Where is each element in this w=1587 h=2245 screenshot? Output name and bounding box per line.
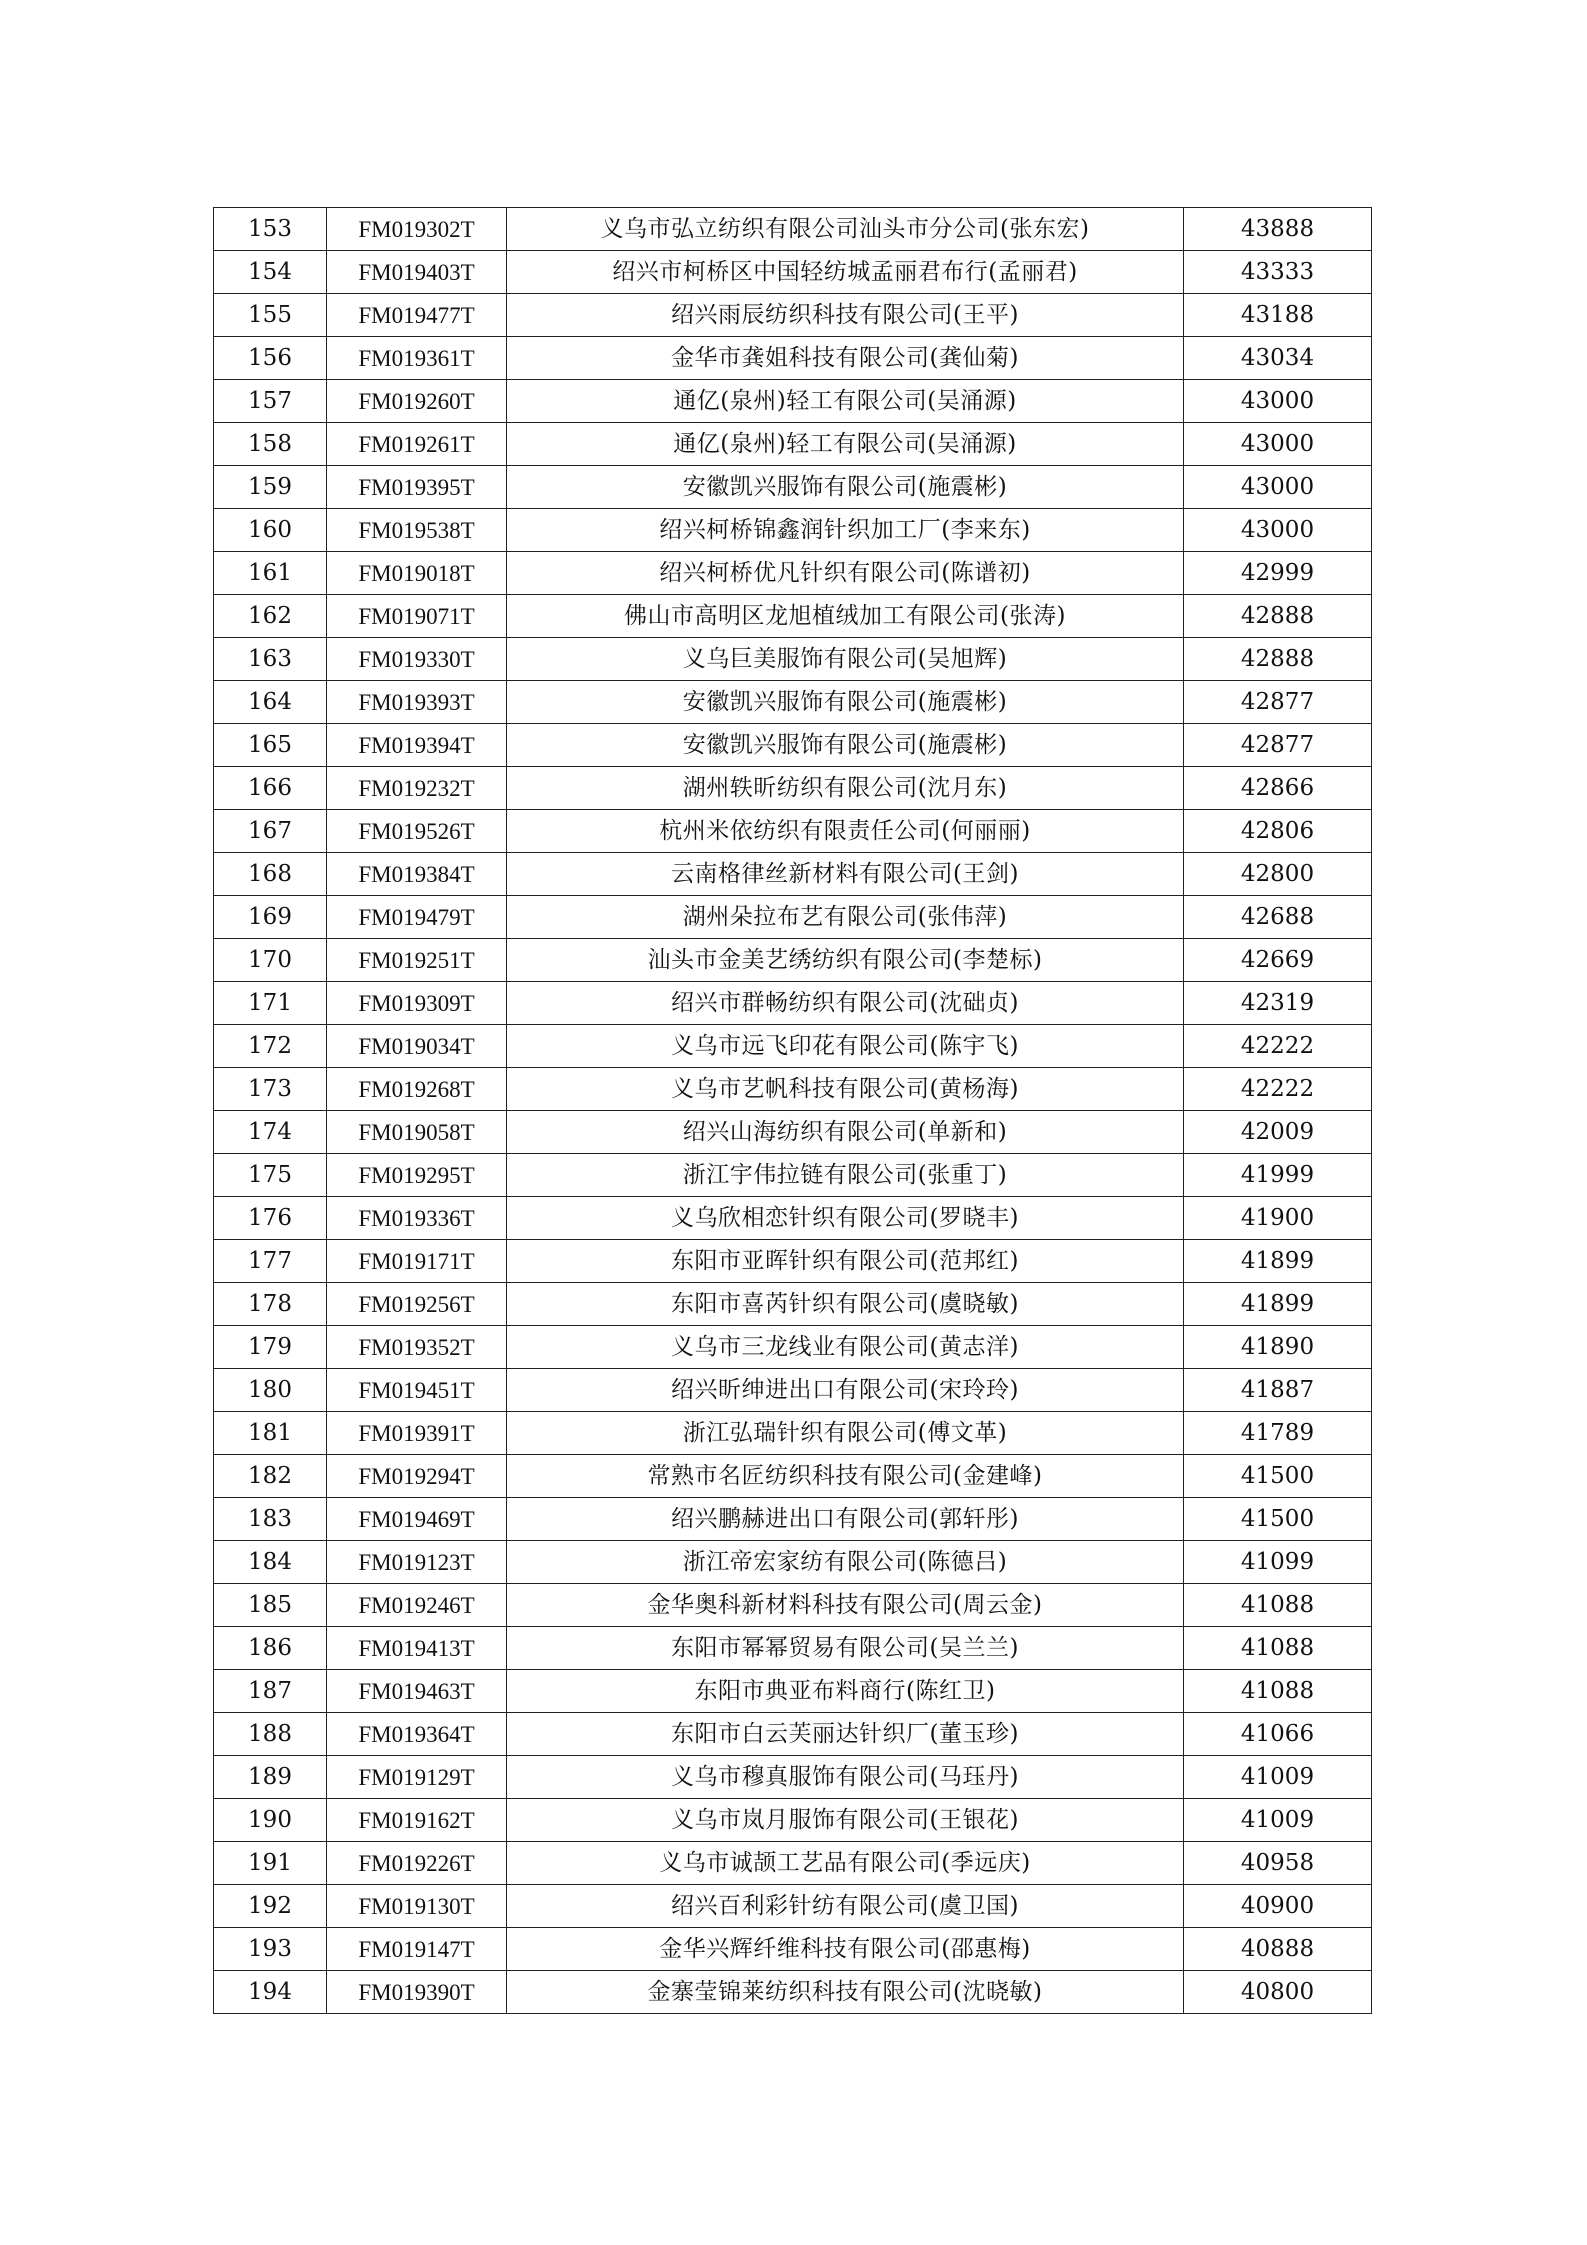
- registration-code-cell: FM019256T: [327, 1283, 507, 1326]
- company-name-cell: 佛山市高明区龙旭植绒加工有限公司(张涛): [507, 595, 1184, 638]
- company-name-cell: 东阳市幂幂贸易有限公司(吴兰兰): [507, 1627, 1184, 1670]
- registration-code-cell: FM019129T: [327, 1756, 507, 1799]
- row-number-cell: 169: [214, 896, 327, 939]
- table-row: [214, 1627, 1372, 1670]
- amount-cell: 41009: [1184, 1756, 1372, 1799]
- registration-code-cell: FM019261T: [327, 423, 507, 466]
- registration-code-cell: FM019295T: [327, 1154, 507, 1197]
- row-number-cell: 156: [214, 337, 327, 380]
- table-row: [214, 638, 1372, 681]
- row-number-cell: 166: [214, 767, 327, 810]
- table-row: [214, 1412, 1372, 1455]
- row-number-cell: 159: [214, 466, 327, 509]
- row-number-cell: 177: [214, 1240, 327, 1283]
- table-row: [214, 1842, 1372, 1885]
- company-name-cell: 汕头市金美艺绣纺织有限公司(李楚标): [507, 939, 1184, 982]
- table-row: [214, 337, 1372, 380]
- row-number-cell: 161: [214, 552, 327, 595]
- registration-code-cell: FM019071T: [327, 595, 507, 638]
- registration-code-cell: FM019364T: [327, 1713, 507, 1756]
- table-row: [214, 380, 1372, 423]
- table-row: [214, 1111, 1372, 1154]
- registration-code-cell: FM019058T: [327, 1111, 507, 1154]
- row-number-cell: 176: [214, 1197, 327, 1240]
- table-row: [214, 767, 1372, 810]
- amount-cell: 41088: [1184, 1627, 1372, 1670]
- registration-code-cell: FM019268T: [327, 1068, 507, 1111]
- table-row: [214, 853, 1372, 896]
- amount-cell: 43188: [1184, 294, 1372, 337]
- amount-cell: 43888: [1184, 208, 1372, 251]
- row-number-cell: 157: [214, 380, 327, 423]
- amount-cell: 41009: [1184, 1799, 1372, 1842]
- registration-code-cell: FM019246T: [327, 1584, 507, 1627]
- company-name-cell: 湖州轶昕纺织有限公司(沈月东): [507, 767, 1184, 810]
- registration-code-cell: FM019413T: [327, 1627, 507, 1670]
- company-name-cell: 东阳市白云芙丽达针织厂(董玉珍): [507, 1713, 1184, 1756]
- registration-code-cell: FM019034T: [327, 1025, 507, 1068]
- row-number-cell: 172: [214, 1025, 327, 1068]
- table-row: [214, 1885, 1372, 1928]
- table-row: [214, 982, 1372, 1025]
- row-number-cell: 165: [214, 724, 327, 767]
- amount-cell: 41789: [1184, 1412, 1372, 1455]
- amount-cell: 41899: [1184, 1240, 1372, 1283]
- registration-code-cell: FM019361T: [327, 337, 507, 380]
- row-number-cell: 178: [214, 1283, 327, 1326]
- registration-code-cell: FM019479T: [327, 896, 507, 939]
- registration-code-cell: FM019294T: [327, 1455, 507, 1498]
- company-name-cell: 绍兴百利彩针纺有限公司(虞卫国): [507, 1885, 1184, 1928]
- registration-code-cell: FM019451T: [327, 1369, 507, 1412]
- row-number-cell: 184: [214, 1541, 327, 1584]
- registration-code-cell: FM019393T: [327, 681, 507, 724]
- amount-cell: 41887: [1184, 1369, 1372, 1412]
- row-number-cell: 153: [214, 208, 327, 251]
- table-row: [214, 1498, 1372, 1541]
- row-number-cell: 183: [214, 1498, 327, 1541]
- row-number-cell: 192: [214, 1885, 327, 1928]
- row-number-cell: 160: [214, 509, 327, 552]
- row-number-cell: 193: [214, 1928, 327, 1971]
- row-number-cell: 182: [214, 1455, 327, 1498]
- company-name-cell: 安徽凯兴服饰有限公司(施震彬): [507, 466, 1184, 509]
- amount-cell: 43000: [1184, 423, 1372, 466]
- table-row: [214, 1369, 1372, 1412]
- amount-cell: 42222: [1184, 1025, 1372, 1068]
- amount-cell: 41088: [1184, 1584, 1372, 1627]
- row-number-cell: 170: [214, 939, 327, 982]
- row-number-cell: 186: [214, 1627, 327, 1670]
- amount-cell: 41099: [1184, 1541, 1372, 1584]
- company-name-cell: 义乌欣相恋针织有限公司(罗晓丰): [507, 1197, 1184, 1240]
- registration-code-cell: FM019171T: [327, 1240, 507, 1283]
- amount-cell: 43000: [1184, 380, 1372, 423]
- table-row: [214, 810, 1372, 853]
- results-table: [213, 207, 1372, 2014]
- registration-code-cell: FM019232T: [327, 767, 507, 810]
- registration-code-cell: FM019302T: [327, 208, 507, 251]
- row-number-cell: 180: [214, 1369, 327, 1412]
- company-name-cell: 义乌市远飞印花有限公司(陈宇飞): [507, 1025, 1184, 1068]
- company-name-cell: 绍兴市群畅纺织有限公司(沈础贞): [507, 982, 1184, 1025]
- amount-cell: 42222: [1184, 1068, 1372, 1111]
- amount-cell: 42877: [1184, 681, 1372, 724]
- company-name-cell: 通亿(泉州)轻工有限公司(吴涌源): [507, 380, 1184, 423]
- registration-code-cell: FM019330T: [327, 638, 507, 681]
- row-number-cell: 189: [214, 1756, 327, 1799]
- registration-code-cell: FM019123T: [327, 1541, 507, 1584]
- registration-code-cell: FM019384T: [327, 853, 507, 896]
- amount-cell: 42800: [1184, 853, 1372, 896]
- table-row: [214, 208, 1372, 251]
- row-number-cell: 155: [214, 294, 327, 337]
- company-name-cell: 绍兴雨辰纺织科技有限公司(王平): [507, 294, 1184, 337]
- registration-code-cell: FM019469T: [327, 1498, 507, 1541]
- registration-code-cell: FM019526T: [327, 810, 507, 853]
- registration-code-cell: FM019130T: [327, 1885, 507, 1928]
- amount-cell: 41899: [1184, 1283, 1372, 1326]
- amount-cell: 41500: [1184, 1455, 1372, 1498]
- amount-cell: 43034: [1184, 337, 1372, 380]
- registration-code-cell: FM019336T: [327, 1197, 507, 1240]
- amount-cell: 42877: [1184, 724, 1372, 767]
- table-row: [214, 1713, 1372, 1756]
- row-number-cell: 171: [214, 982, 327, 1025]
- registration-code-cell: FM019147T: [327, 1928, 507, 1971]
- row-number-cell: 187: [214, 1670, 327, 1713]
- amount-cell: 40958: [1184, 1842, 1372, 1885]
- row-number-cell: 168: [214, 853, 327, 896]
- company-name-cell: 义乌市弘立纺织有限公司汕头市分公司(张东宏): [507, 208, 1184, 251]
- row-number-cell: 185: [214, 1584, 327, 1627]
- company-name-cell: 金寨莹锦莱纺织科技有限公司(沈晓敏): [507, 1971, 1184, 2014]
- company-name-cell: 杭州米依纺织有限责任公司(何丽丽): [507, 810, 1184, 853]
- amount-cell: 40900: [1184, 1885, 1372, 1928]
- company-name-cell: 义乌市三龙线业有限公司(黄志洋): [507, 1326, 1184, 1369]
- company-name-cell: 湖州朵拉布艺有限公司(张伟萍): [507, 896, 1184, 939]
- row-number-cell: 194: [214, 1971, 327, 2014]
- company-name-cell: 浙江弘瑞针织有限公司(傅文革): [507, 1412, 1184, 1455]
- table-row: [214, 423, 1372, 466]
- amount-cell: 41088: [1184, 1670, 1372, 1713]
- table-row: [214, 1025, 1372, 1068]
- amount-cell: 42999: [1184, 552, 1372, 595]
- registration-code-cell: FM019251T: [327, 939, 507, 982]
- registration-code-cell: FM019352T: [327, 1326, 507, 1369]
- table-row: [214, 1799, 1372, 1842]
- amount-cell: 40888: [1184, 1928, 1372, 1971]
- table-row: [214, 1670, 1372, 1713]
- registration-code-cell: FM019309T: [327, 982, 507, 1025]
- amount-cell: 42806: [1184, 810, 1372, 853]
- amount-cell: 41500: [1184, 1498, 1372, 1541]
- table-row: [214, 939, 1372, 982]
- row-number-cell: 188: [214, 1713, 327, 1756]
- company-name-cell: 东阳市亚晖针织有限公司(范邦红): [507, 1240, 1184, 1283]
- table-row: [214, 1068, 1372, 1111]
- row-number-cell: 174: [214, 1111, 327, 1154]
- row-number-cell: 181: [214, 1412, 327, 1455]
- registration-code-cell: FM019391T: [327, 1412, 507, 1455]
- amount-cell: 41066: [1184, 1713, 1372, 1756]
- amount-cell: 42688: [1184, 896, 1372, 939]
- amount-cell: 42319: [1184, 982, 1372, 1025]
- amount-cell: 43333: [1184, 251, 1372, 294]
- table-row: [214, 1240, 1372, 1283]
- company-name-cell: 浙江帝宏家纺有限公司(陈德吕): [507, 1541, 1184, 1584]
- row-number-cell: 191: [214, 1842, 327, 1885]
- company-name-cell: 义乌市艺帆科技有限公司(黄杨海): [507, 1068, 1184, 1111]
- amount-cell: 42888: [1184, 638, 1372, 681]
- company-name-cell: 东阳市典亚布料商行(陈红卫): [507, 1670, 1184, 1713]
- registration-code-cell: FM019162T: [327, 1799, 507, 1842]
- amount-cell: 40800: [1184, 1971, 1372, 2014]
- amount-cell: 41999: [1184, 1154, 1372, 1197]
- table-row: [214, 595, 1372, 638]
- company-name-cell: 绍兴市柯桥区中国轻纺城孟丽君布行(孟丽君): [507, 251, 1184, 294]
- company-name-cell: 义乌市岚月服饰有限公司(王银花): [507, 1799, 1184, 1842]
- registration-code-cell: FM019260T: [327, 380, 507, 423]
- row-number-cell: 167: [214, 810, 327, 853]
- table-row: [214, 509, 1372, 552]
- company-name-cell: 安徽凯兴服饰有限公司(施震彬): [507, 681, 1184, 724]
- table-row: [214, 896, 1372, 939]
- registration-code-cell: FM019226T: [327, 1842, 507, 1885]
- table-row: [214, 1756, 1372, 1799]
- company-name-cell: 安徽凯兴服饰有限公司(施震彬): [507, 724, 1184, 767]
- table-row: [214, 1928, 1372, 1971]
- table-row: [214, 1283, 1372, 1326]
- table-row: [214, 1584, 1372, 1627]
- company-name-cell: 通亿(泉州)轻工有限公司(吴涌源): [507, 423, 1184, 466]
- company-name-cell: 绍兴鹏赫进出口有限公司(郭轩彤): [507, 1498, 1184, 1541]
- table-row: [214, 1541, 1372, 1584]
- row-number-cell: 164: [214, 681, 327, 724]
- company-name-cell: 金华奥科新材料科技有限公司(周云金): [507, 1584, 1184, 1627]
- registration-code-cell: FM019394T: [327, 724, 507, 767]
- registration-code-cell: FM019463T: [327, 1670, 507, 1713]
- company-name-cell: 义乌市穆真服饰有限公司(马珏丹): [507, 1756, 1184, 1799]
- company-name-cell: 绍兴山海纺织有限公司(单新和): [507, 1111, 1184, 1154]
- row-number-cell: 163: [214, 638, 327, 681]
- company-name-cell: 常熟市名匠纺织科技有限公司(金建峰): [507, 1455, 1184, 1498]
- table-row: [214, 1326, 1372, 1369]
- row-number-cell: 179: [214, 1326, 327, 1369]
- table-row: [214, 1154, 1372, 1197]
- company-name-cell: 东阳市喜芮针织有限公司(虞晓敏): [507, 1283, 1184, 1326]
- row-number-cell: 162: [214, 595, 327, 638]
- company-name-cell: 云南格律丝新材料有限公司(王剑): [507, 853, 1184, 896]
- company-name-cell: 金华市龚姐科技有限公司(龚仙菊): [507, 337, 1184, 380]
- row-number-cell: 190: [214, 1799, 327, 1842]
- amount-cell: 42866: [1184, 767, 1372, 810]
- results-table-body: [214, 208, 1372, 2014]
- amount-cell: 41900: [1184, 1197, 1372, 1240]
- registration-code-cell: FM019018T: [327, 552, 507, 595]
- table-row: [214, 724, 1372, 767]
- table-row: [214, 1455, 1372, 1498]
- company-name-cell: 绍兴昕绅进出口有限公司(宋玲玲): [507, 1369, 1184, 1412]
- amount-cell: 43000: [1184, 509, 1372, 552]
- amount-cell: 43000: [1184, 466, 1372, 509]
- row-number-cell: 175: [214, 1154, 327, 1197]
- amount-cell: 41890: [1184, 1326, 1372, 1369]
- table-row: [214, 552, 1372, 595]
- table-row: [214, 681, 1372, 724]
- registration-code-cell: FM019403T: [327, 251, 507, 294]
- company-name-cell: 浙江宇伟拉链有限公司(张重丁): [507, 1154, 1184, 1197]
- table-row: [214, 1197, 1372, 1240]
- registration-code-cell: FM019390T: [327, 1971, 507, 2014]
- company-name-cell: 义乌巨美服饰有限公司(吴旭辉): [507, 638, 1184, 681]
- company-name-cell: 金华兴辉纤维科技有限公司(邵惠梅): [507, 1928, 1184, 1971]
- table-row: [214, 1971, 1372, 2014]
- amount-cell: 42669: [1184, 939, 1372, 982]
- company-name-cell: 义乌市诚颉工艺品有限公司(季远庆): [507, 1842, 1184, 1885]
- table-row: [214, 251, 1372, 294]
- amount-cell: 42009: [1184, 1111, 1372, 1154]
- registration-code-cell: FM019538T: [327, 509, 507, 552]
- row-number-cell: 154: [214, 251, 327, 294]
- registration-code-cell: FM019395T: [327, 466, 507, 509]
- registration-code-cell: FM019477T: [327, 294, 507, 337]
- company-name-cell: 绍兴柯桥优凡针织有限公司(陈谱初): [507, 552, 1184, 595]
- table-row: [214, 466, 1372, 509]
- row-number-cell: 173: [214, 1068, 327, 1111]
- row-number-cell: 158: [214, 423, 327, 466]
- amount-cell: 42888: [1184, 595, 1372, 638]
- table-row: [214, 294, 1372, 337]
- company-name-cell: 绍兴柯桥锦鑫润针织加工厂(李来东): [507, 509, 1184, 552]
